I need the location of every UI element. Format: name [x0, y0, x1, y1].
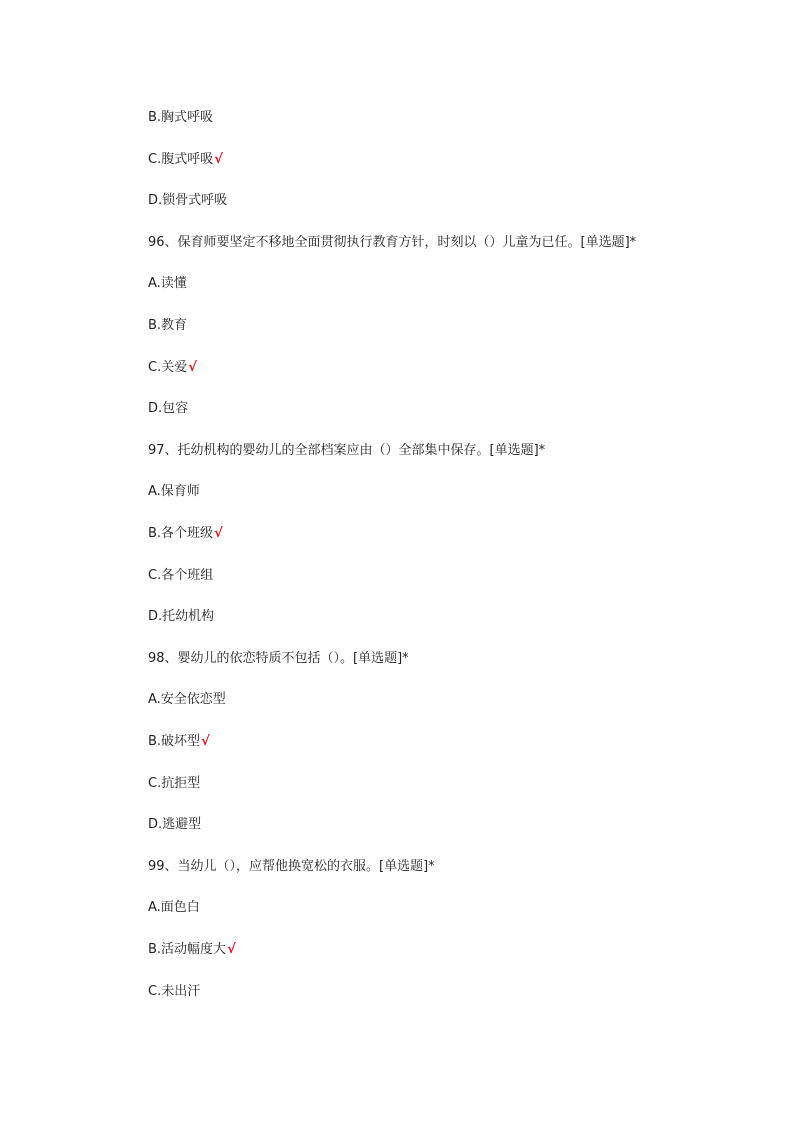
- option-text: A.保育师: [148, 484, 200, 499]
- option-text: C.未出汗: [148, 984, 201, 999]
- option-text: A.读懂: [148, 276, 187, 291]
- question-line: [148, 858, 435, 876]
- correct-check-icon: √: [227, 942, 236, 957]
- correct-check-icon: √: [214, 152, 223, 167]
- correct-check-icon: √: [201, 734, 210, 749]
- option-text: D.包容: [148, 401, 189, 416]
- option-line: [148, 567, 213, 585]
- question-line: [148, 442, 545, 460]
- option-text: D.锁骨式呼吸: [148, 193, 228, 208]
- option-text: B.各个班级: [148, 526, 214, 541]
- option-line: [148, 691, 226, 709]
- option-text: D.托幼机构: [148, 609, 215, 624]
- option-text: D.逃避型: [148, 817, 202, 832]
- option-text: C.关爱: [148, 360, 188, 375]
- correct-check-icon: √: [214, 526, 223, 541]
- option-text: B.破坏型: [148, 734, 201, 749]
- option-line: [148, 151, 223, 169]
- question-text: 98、婴幼儿的依恋特质不包括（）。[单选题]*: [148, 651, 409, 666]
- option-line: [148, 109, 213, 127]
- option-line: [148, 733, 210, 751]
- option-line: [148, 816, 201, 834]
- option-text: B.胸式呼吸: [148, 110, 214, 125]
- option-line: [148, 525, 223, 543]
- question-line: [148, 650, 409, 668]
- option-line: [148, 775, 200, 793]
- option-text: C.各个班组: [148, 568, 214, 583]
- option-line: [148, 400, 188, 418]
- option-line: [148, 483, 200, 501]
- question-text: 96、保育师要坚定不移地全面贯彻执行教育方针，时刻以（）儿童为已任。[单选题]*: [148, 235, 637, 250]
- option-text: A.面色白: [148, 900, 200, 915]
- question-text: 99、当幼儿（），应帮他换宽松的衣服。[单选题]*: [148, 859, 435, 874]
- option-text: B.教育: [148, 318, 188, 333]
- option-line: [148, 983, 200, 1001]
- question-line: [148, 234, 636, 252]
- option-text: A.安全依恋型: [148, 692, 226, 707]
- option-text: C.抗拒型: [148, 776, 201, 791]
- option-line: [148, 359, 197, 377]
- option-line: [148, 941, 236, 959]
- option-text: B.活动幅度大: [148, 942, 227, 957]
- option-line: [148, 192, 227, 210]
- option-line: [148, 317, 187, 335]
- question-text: 97、托幼机构的婴幼儿的全部档案应由（）全部集中保存。[单选题]*: [148, 443, 546, 458]
- correct-check-icon: √: [188, 360, 197, 375]
- option-line: [148, 899, 200, 917]
- option-line: [148, 608, 214, 626]
- option-line: [148, 275, 187, 293]
- option-text: C.腹式呼吸: [148, 152, 214, 167]
